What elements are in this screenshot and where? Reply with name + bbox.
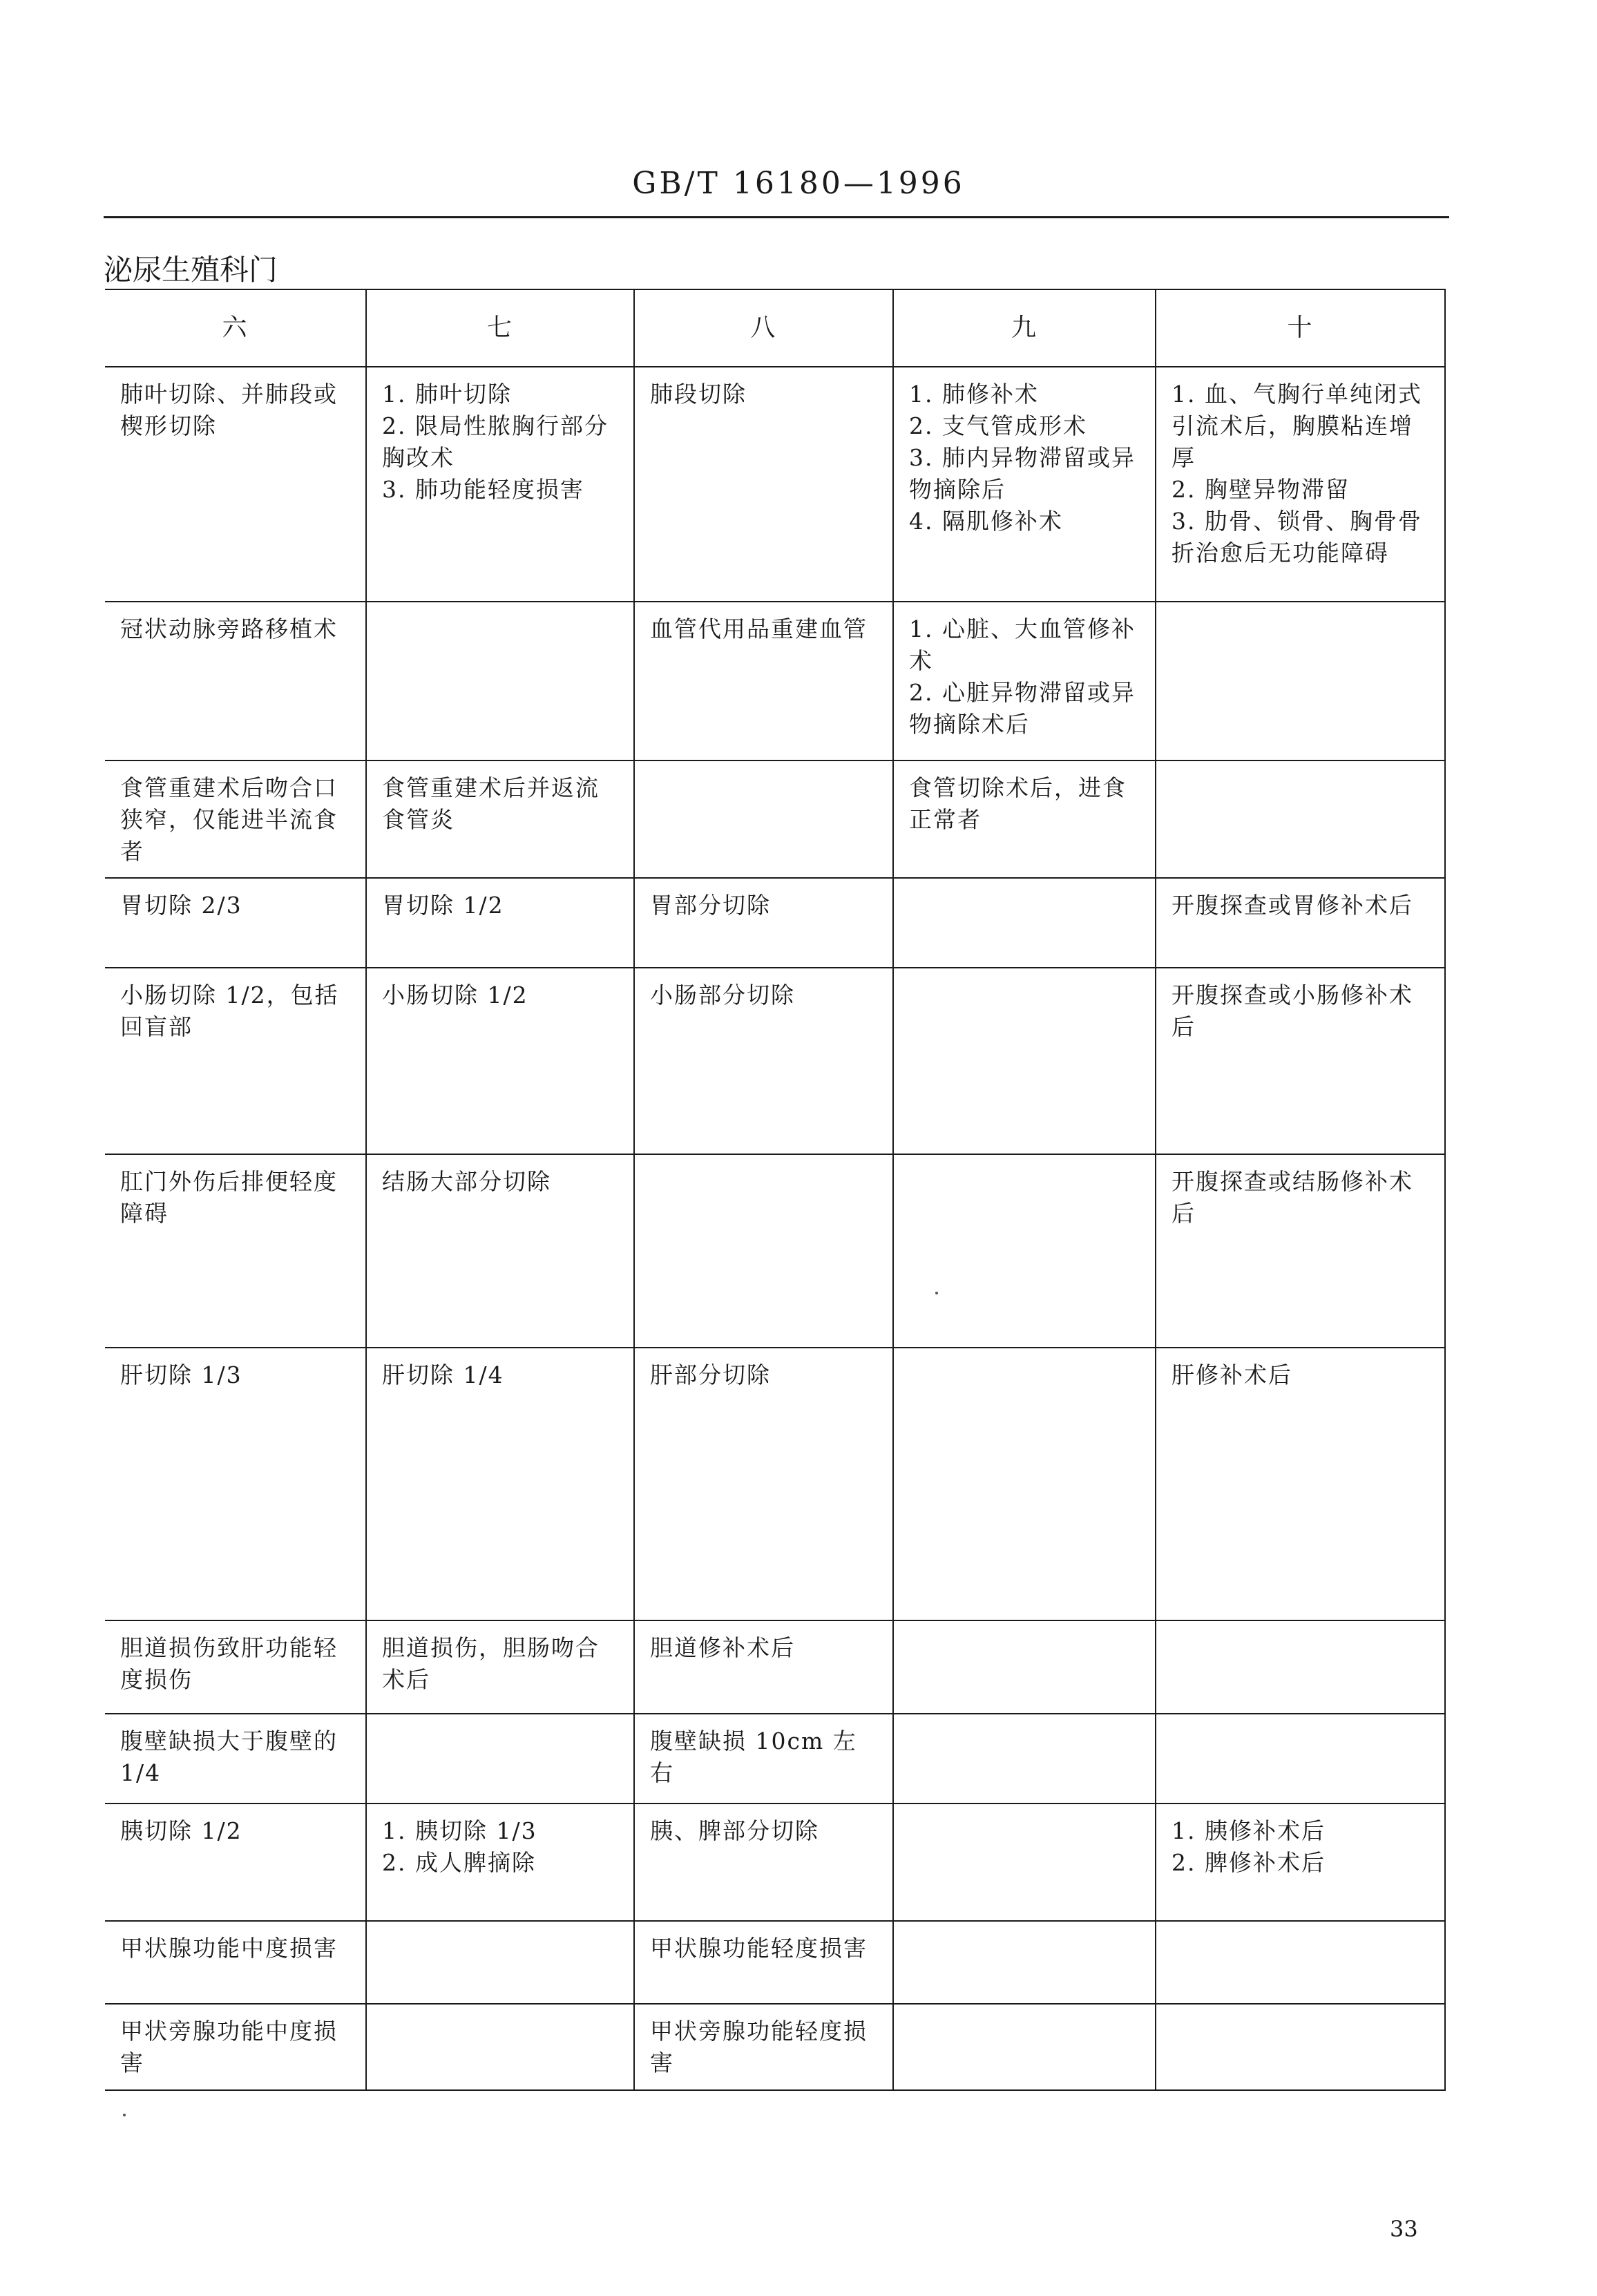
cell-text: 胆道修补术后 bbox=[650, 1634, 795, 1661]
cell-text: 胰、脾部分切除 bbox=[650, 1817, 819, 1844]
cell-text: 胆道损伤致肝功能轻度损伤 bbox=[120, 1634, 338, 1693]
column-header-grade-10: 十 bbox=[1156, 289, 1445, 367]
table-cell bbox=[893, 367, 1156, 602]
cell-text: 胃切除 2/3 bbox=[120, 892, 242, 919]
table-cell bbox=[1156, 1620, 1445, 1714]
cell-text: 2. 心脏异物滞留或异物摘除术后 bbox=[909, 679, 1136, 738]
table-cell bbox=[634, 1921, 893, 2004]
table-cell bbox=[634, 602, 893, 760]
table-cell bbox=[1156, 367, 1445, 602]
column-header-grade-9: 九 bbox=[893, 289, 1156, 367]
table-cell bbox=[893, 878, 1156, 968]
cell-text: 肝修补术后 bbox=[1172, 1361, 1292, 1388]
cell-text: 开腹探查或胃修补术后 bbox=[1172, 892, 1413, 919]
table-cell bbox=[366, 968, 634, 1154]
table-cell bbox=[634, 1804, 893, 1921]
table-cell bbox=[366, 2004, 634, 2090]
table-row bbox=[105, 760, 1445, 878]
table-cell bbox=[1156, 760, 1445, 878]
cell-text: 肝切除 1/4 bbox=[382, 1361, 504, 1388]
table-cell bbox=[105, 2004, 366, 2090]
table-cell bbox=[1156, 1154, 1445, 1348]
table-header-row bbox=[105, 289, 1445, 367]
table-cell bbox=[893, 1714, 1156, 1804]
scan-speck bbox=[123, 2114, 126, 2116]
page-number: 33 bbox=[1390, 2216, 1418, 2242]
cell-text: 肝部分切除 bbox=[650, 1361, 771, 1388]
cell-text: 肛门外伤后排便轻度障碍 bbox=[120, 1168, 338, 1227]
table-cell bbox=[893, 1154, 1156, 1348]
table-cell bbox=[105, 878, 366, 968]
disability-grade-table bbox=[105, 289, 1446, 2091]
cell-text: 甲状腺功能轻度损害 bbox=[650, 1935, 868, 1962]
table-row bbox=[105, 1714, 1445, 1804]
cell-text: 结肠大部分切除 bbox=[382, 1168, 551, 1195]
table-row bbox=[105, 367, 1445, 602]
table-cell bbox=[366, 1714, 634, 1804]
table-cell bbox=[366, 1804, 634, 1921]
cell-text: 小肠切除 1/2，包括回盲部 bbox=[120, 982, 339, 1040]
cell-text: 小肠部分切除 bbox=[650, 982, 795, 1008]
cell-text: 2. 脾修补术后 bbox=[1172, 1849, 1326, 1876]
cell-text: 小肠切除 1/2 bbox=[382, 982, 528, 1008]
cell-text: 2. 胸壁异物滞留 bbox=[1172, 476, 1350, 503]
table-cell bbox=[366, 1921, 634, 2004]
cell-text: 1. 肺叶切除 bbox=[382, 381, 512, 408]
scan-speck bbox=[935, 1292, 938, 1294]
cell-text: 肺段切除 bbox=[650, 381, 747, 408]
table-row bbox=[105, 878, 1445, 968]
section-title: 泌尿生殖科门 bbox=[104, 253, 278, 287]
cell-text: 胃部分切除 bbox=[650, 892, 771, 919]
cell-text: 1. 胰切除 1/3 bbox=[382, 1817, 537, 1844]
cell-text: 4. 隔肌修补术 bbox=[909, 508, 1063, 535]
table-cell bbox=[893, 968, 1156, 1154]
table-cell bbox=[893, 2004, 1156, 2090]
cell-text: 2. 支气管成形术 bbox=[909, 412, 1087, 439]
table-cell bbox=[634, 367, 893, 602]
table-cell bbox=[366, 367, 634, 602]
table-row bbox=[105, 968, 1445, 1154]
cell-text: 胃切除 1/2 bbox=[382, 892, 504, 919]
header-divider bbox=[104, 216, 1449, 218]
cell-text: 食管重建术后并返流食管炎 bbox=[382, 774, 600, 833]
cell-text: 食管切除术后，进食正常者 bbox=[909, 774, 1127, 833]
table-row bbox=[105, 602, 1445, 760]
cell-text: 胆道损伤，胆肠吻合术后 bbox=[382, 1634, 600, 1693]
table-cell bbox=[1156, 878, 1445, 968]
table-cell bbox=[893, 1348, 1156, 1620]
table-cell bbox=[105, 367, 366, 602]
table-cell bbox=[105, 1714, 366, 1804]
table-row bbox=[105, 1348, 1445, 1620]
table-cell bbox=[893, 760, 1156, 878]
cell-text: 血管代用品重建血管 bbox=[650, 615, 868, 642]
cell-text: 腹壁缺损大于腹壁的 1/4 bbox=[120, 1728, 338, 1786]
standard-code-header: GB/T 16180—1996 bbox=[632, 166, 965, 201]
table-cell bbox=[893, 602, 1156, 760]
table-cell bbox=[634, 1154, 893, 1348]
cell-text: 1. 胰修补术后 bbox=[1172, 1817, 1326, 1844]
table-cell bbox=[1156, 1921, 1445, 2004]
table-cell bbox=[1156, 602, 1445, 760]
column-header-grade-6: 六 bbox=[105, 289, 366, 367]
cell-text: 开腹探查或结肠修补术后 bbox=[1172, 1168, 1413, 1227]
table-cell bbox=[634, 968, 893, 1154]
table-cell bbox=[893, 1620, 1156, 1714]
cell-text: 甲状旁腺功能中度损害 bbox=[120, 2018, 338, 2076]
table-cell bbox=[105, 602, 366, 760]
table-cell bbox=[634, 1348, 893, 1620]
table-body bbox=[105, 367, 1445, 2090]
cell-text: 甲状旁腺功能轻度损害 bbox=[650, 2018, 868, 2076]
cell-text: 2. 成人脾摘除 bbox=[382, 1849, 536, 1876]
cell-text: 1. 血、气胸行单纯闭式引流术后，胸膜粘连增厚 bbox=[1172, 381, 1422, 471]
table-cell bbox=[105, 1620, 366, 1714]
table-cell bbox=[1156, 1804, 1445, 1921]
table-row bbox=[105, 1804, 1445, 1921]
table-cell bbox=[105, 968, 366, 1154]
table-cell bbox=[105, 1348, 366, 1620]
cell-text: 1. 肺修补术 bbox=[909, 381, 1039, 408]
cell-text: 开腹探查或小肠修补术后 bbox=[1172, 982, 1413, 1040]
table-cell bbox=[893, 1804, 1156, 1921]
table-cell bbox=[634, 2004, 893, 2090]
table-cell bbox=[105, 1154, 366, 1348]
cell-text: 甲状腺功能中度损害 bbox=[120, 1935, 338, 1962]
cell-text: 2. 限局性脓胸行部分胸改术 bbox=[382, 412, 609, 471]
table-cell bbox=[1156, 1714, 1445, 1804]
cell-text: 3. 肋骨、锁骨、胸骨骨折治愈后无功能障碍 bbox=[1172, 508, 1422, 566]
cell-text: 3. 肺功能轻度损害 bbox=[382, 476, 584, 503]
table-cell bbox=[366, 1348, 634, 1620]
cell-text: 1. 心脏、大血管修补术 bbox=[909, 615, 1136, 674]
table-cell bbox=[893, 1921, 1156, 2004]
table-cell bbox=[634, 878, 893, 968]
table-row bbox=[105, 1154, 1445, 1348]
column-header-grade-7: 七 bbox=[366, 289, 634, 367]
column-header-grade-8: 八 bbox=[634, 289, 893, 367]
table-cell bbox=[105, 760, 366, 878]
cell-text: 胰切除 1/2 bbox=[120, 1817, 242, 1844]
cell-text: 3. 肺内异物滞留或异物摘除后 bbox=[909, 444, 1136, 503]
table-cell bbox=[1156, 968, 1445, 1154]
table-row bbox=[105, 2004, 1445, 2090]
cell-text: 冠状动脉旁路移植术 bbox=[120, 615, 338, 642]
table-cell bbox=[105, 1804, 366, 1921]
cell-text: 腹壁缺损 10cm 左右 bbox=[650, 1728, 857, 1786]
table-cell bbox=[366, 878, 634, 968]
table-cell bbox=[366, 1620, 634, 1714]
table-row bbox=[105, 1921, 1445, 2004]
table-cell bbox=[634, 760, 893, 878]
table-cell bbox=[634, 1714, 893, 1804]
table-cell bbox=[634, 1620, 893, 1714]
table-cell bbox=[1156, 2004, 1445, 2090]
table-cell bbox=[105, 1921, 366, 2004]
cell-text: 肺叶切除、并肺段或楔形切除 bbox=[120, 381, 338, 439]
table-cell bbox=[1156, 1348, 1445, 1620]
cell-text: 肝切除 1/3 bbox=[120, 1361, 242, 1388]
table-row bbox=[105, 1620, 1445, 1714]
table-cell bbox=[366, 602, 634, 760]
table-cell bbox=[366, 1154, 634, 1348]
cell-text: 食管重建术后吻合口狭窄，仅能进半流食者 bbox=[120, 774, 338, 865]
table-cell bbox=[366, 760, 634, 878]
